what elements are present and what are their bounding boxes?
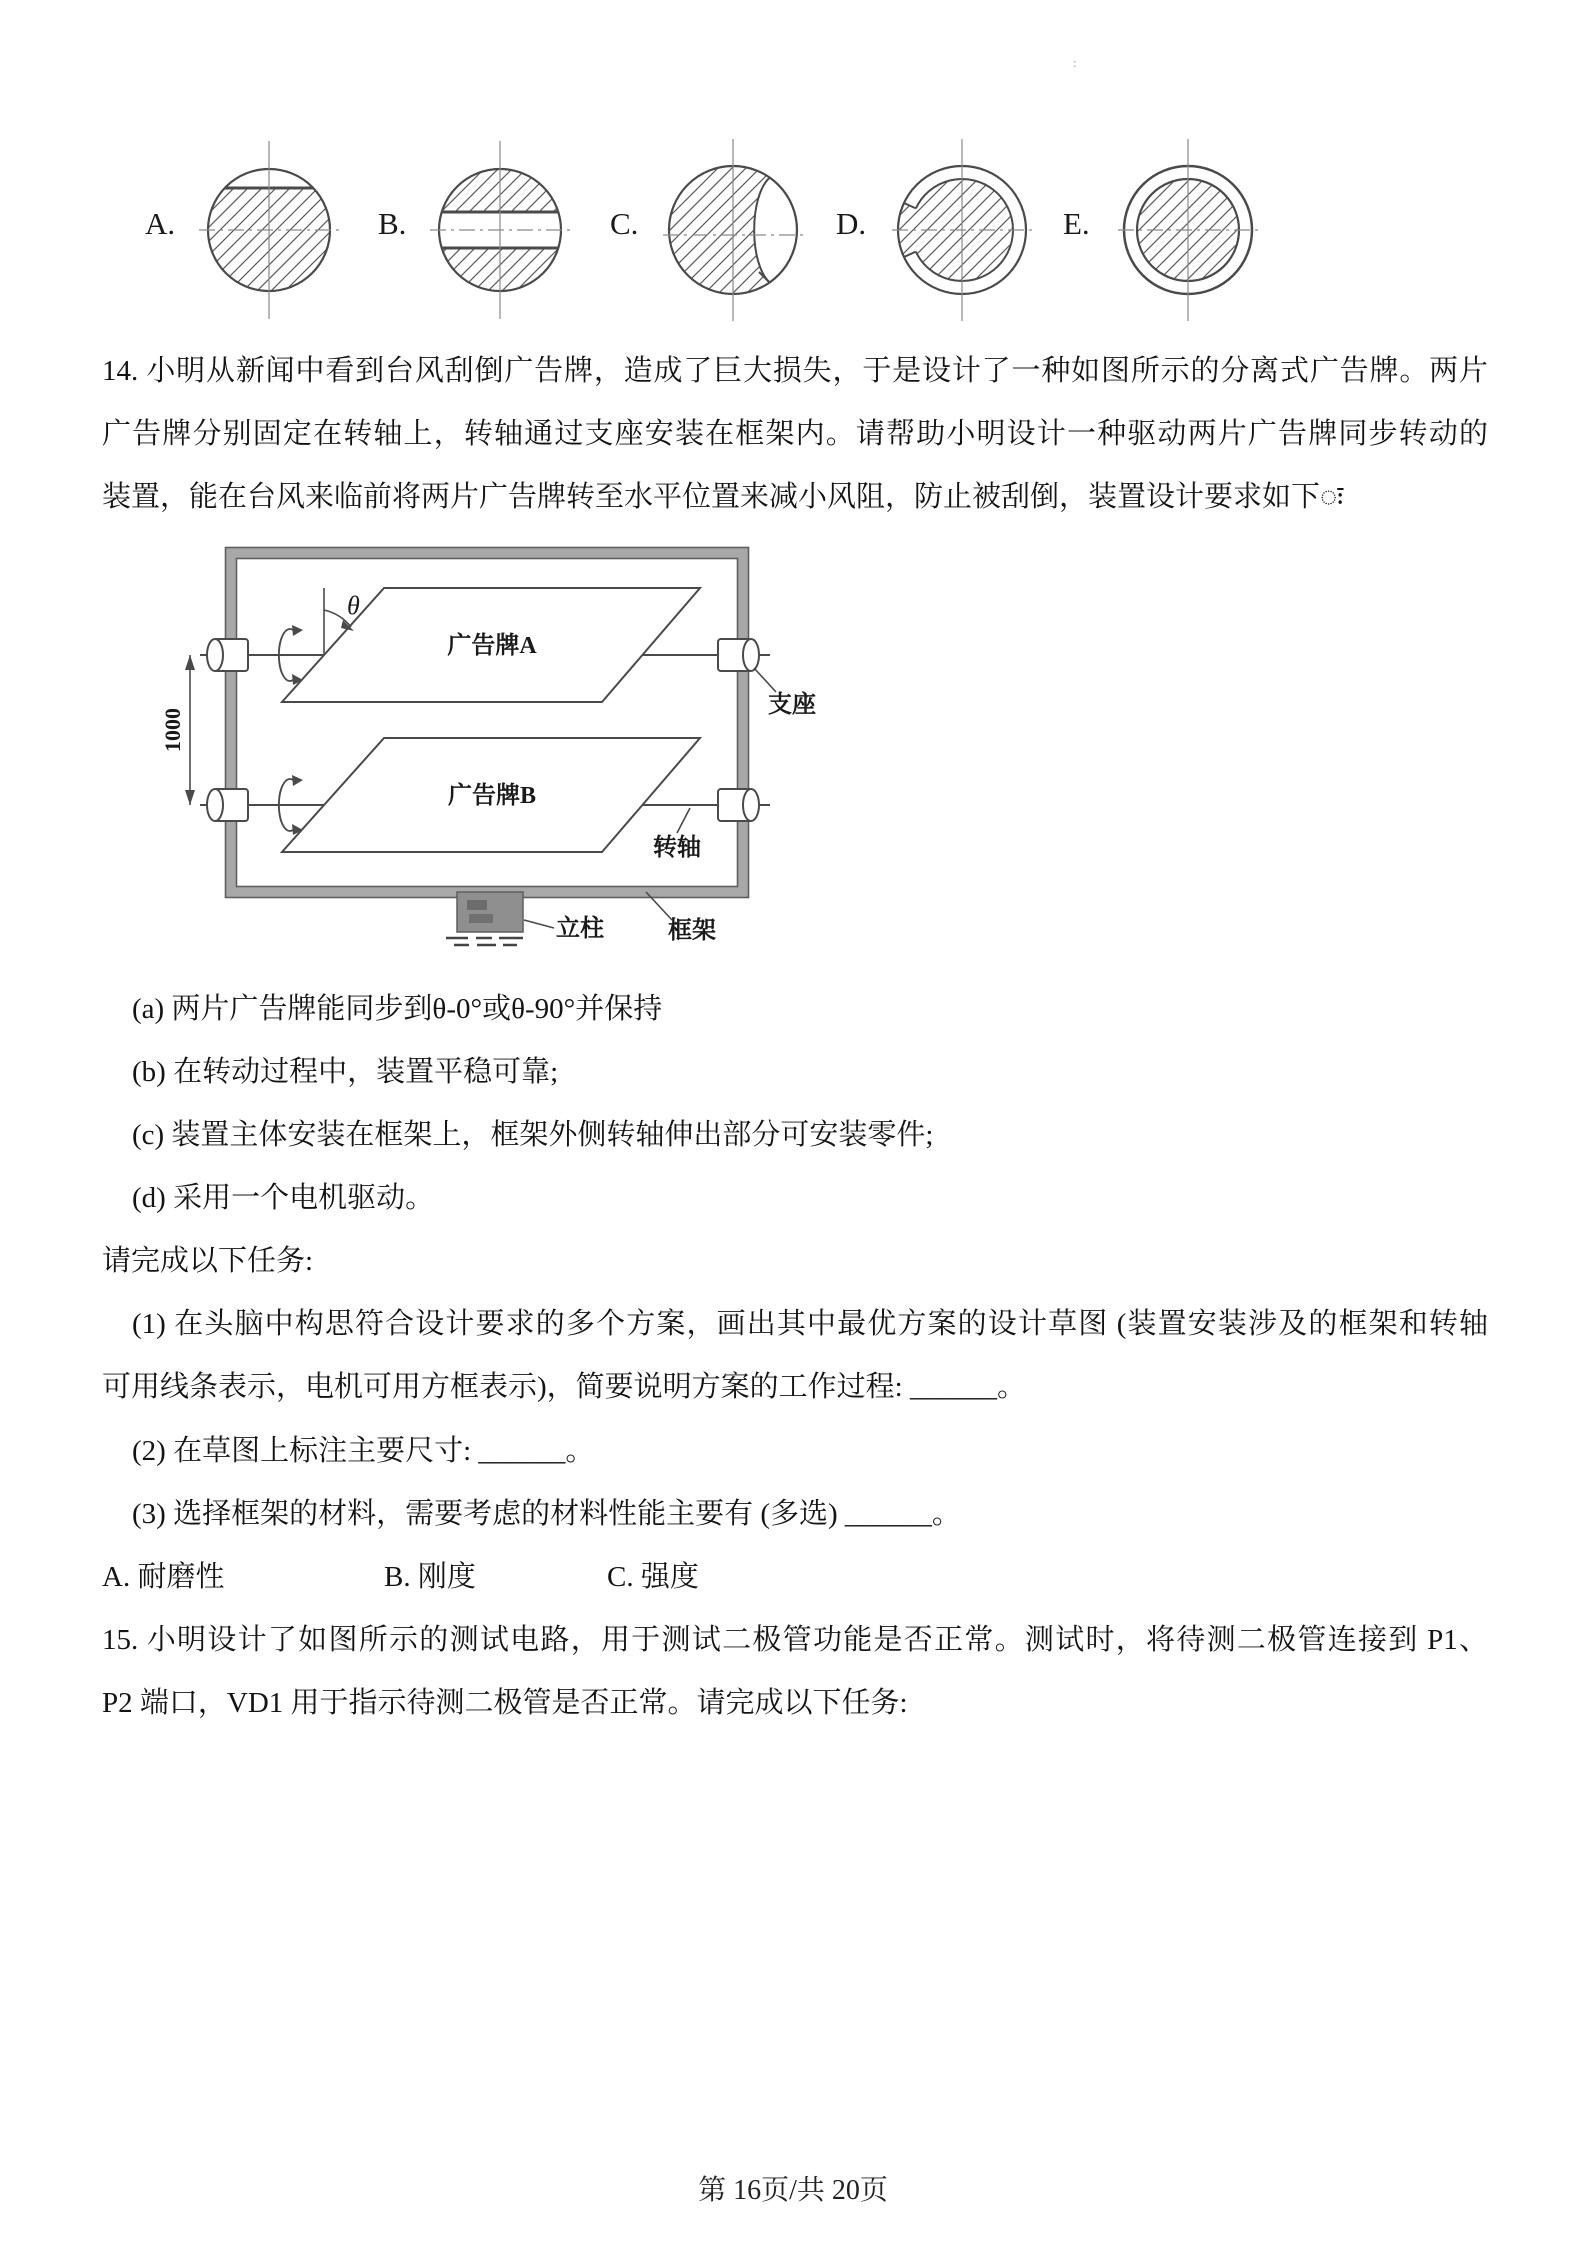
- option-a-label: A.: [145, 206, 176, 241]
- option-e-label: E.: [1063, 206, 1090, 241]
- q14-line-2: 广告牌分别固定在转轴上，转轴通过支座安装在框架内。请帮助小明设计一种驱动两片广告牌同步转动的: [102, 418, 1488, 450]
- option-e-drawing: [1118, 125, 1258, 325]
- billboard-b-shape: [282, 738, 700, 852]
- option-d-drawing: [892, 125, 1032, 325]
- q15-line-1: 15. 小明设计了如图所示的测试电路，用于测试二极管功能是否正常。测试时，将待测二极管连接到 P1、: [102, 1624, 1488, 1656]
- q14-line-1: 14. 小明从新闻中看到台风刮倒广告牌，造成了巨大损失，于是设计了一种如图所示的分离式广告牌。两片: [102, 355, 1488, 387]
- q14-tasks-intro: 请完成以下任务:: [102, 1245, 314, 1277]
- option-b-label: B.: [378, 206, 407, 241]
- column-shape: [446, 892, 523, 945]
- q14-req-b: (b) 在转动过程中，装置平稳可靠;: [132, 1056, 559, 1088]
- support-label: 支座: [768, 692, 816, 718]
- billboard-a-label: 广告牌A: [447, 633, 537, 659]
- q14-req-a: (a) 两片广告牌能同步到θ-0°或θ-90°并保持: [132, 993, 663, 1025]
- option-c-drawing: [663, 125, 803, 325]
- q14-task1-line2: 可用线条表示，电机可用方框表示)，简要说明方案的工作过程: ______。: [102, 1371, 1026, 1403]
- choice-b: B. 刚度: [384, 1561, 476, 1593]
- q14-req-d: (d) 采用一个电机驱动。: [132, 1182, 435, 1214]
- page-number-footer: 第 16页/共 20页: [698, 2175, 888, 2206]
- billboard-b-label: 广告牌B: [447, 783, 537, 809]
- frame-label: 框架: [668, 918, 716, 944]
- q14-task3: (3) 选择框架的材料，需要考虑的材料性能主要有 (多选) ______。: [132, 1498, 961, 1530]
- shaft-label: 转轴: [653, 835, 701, 861]
- dimension-1000: [160, 655, 195, 805]
- q14-task2: (2) 在草图上标注主要尺寸: ______。: [132, 1435, 595, 1467]
- q14-choices-row: [102, 1556, 1488, 1598]
- option-c-label: C.: [610, 206, 639, 241]
- q14-line-3: 装置，能在台风来临前将两片广告牌转至水平位置来减小风阻，防止被刮倒，装置设计要求如下ः: [102, 481, 1344, 513]
- billboard-a-shape: [282, 588, 700, 702]
- column-label: 立柱: [556, 916, 604, 942]
- choice-c: C. 强度: [607, 1561, 699, 1593]
- theta-label: θ: [347, 591, 360, 620]
- dimension-label: 1000: [160, 708, 185, 752]
- q14-req-c: (c) 装置主体安装在框架上，框架外侧转轴伸出部分可安装零件;: [132, 1119, 934, 1151]
- option-d-label: D.: [836, 206, 867, 241]
- option-a-drawing: [199, 125, 339, 325]
- corner-mark: :: [1073, 55, 1077, 70]
- q14-task1-line1: (1) 在头脑中构思符合设计要求的多个方案，画出其中最优方案的设计草图 (装置安装涉及的框架和转轴: [132, 1308, 1488, 1340]
- billboard-device-diagram: [150, 540, 830, 970]
- choice-a: A. 耐磨性: [102, 1561, 225, 1593]
- option-b-drawing: [430, 125, 570, 325]
- q15-line-2: P2 端口，VD1 用于指示待测二极管是否正常。请完成以下任务:: [102, 1687, 908, 1719]
